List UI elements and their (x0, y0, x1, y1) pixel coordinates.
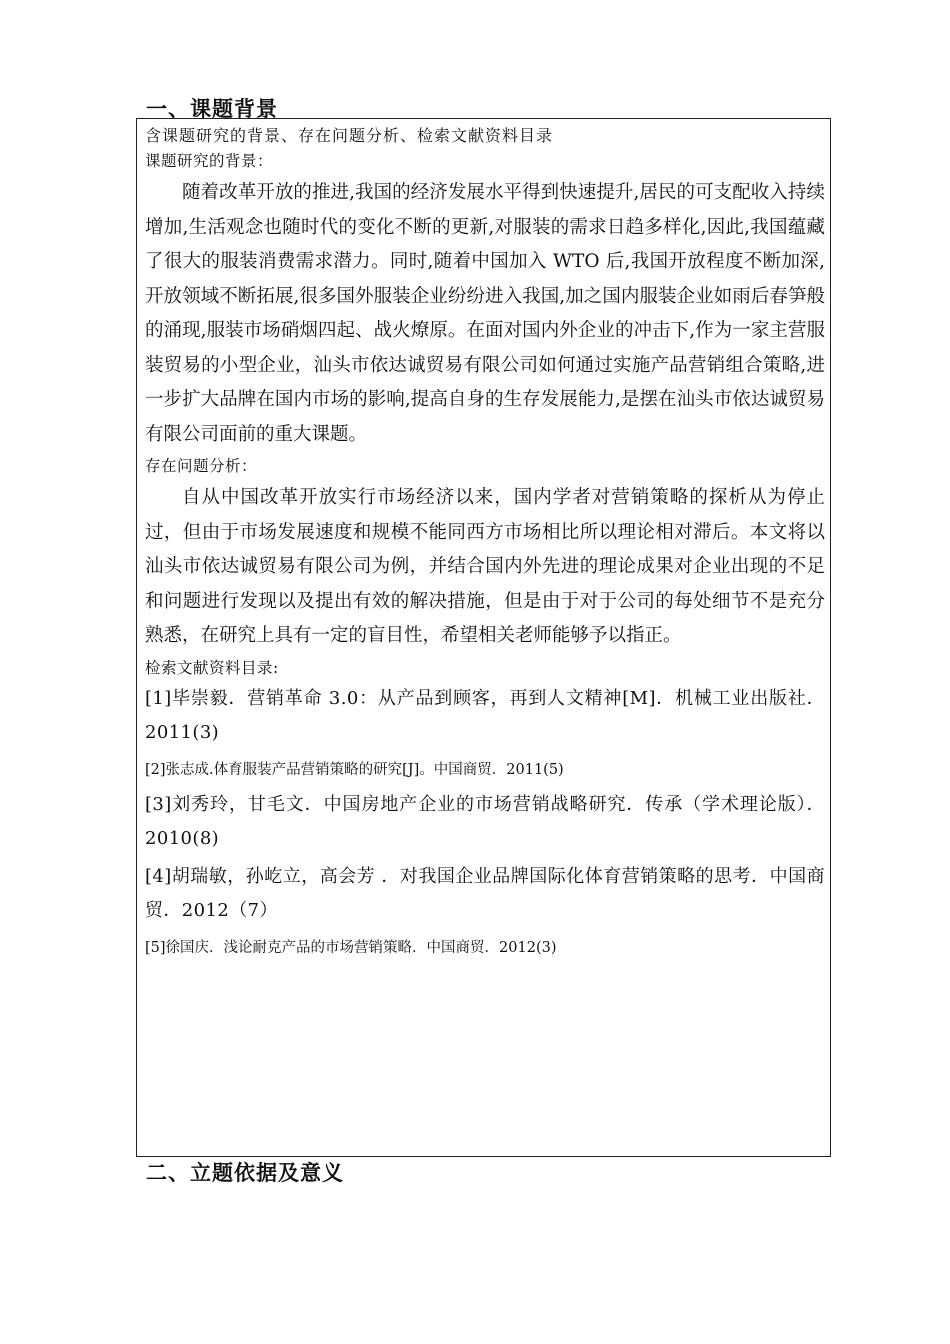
reference-item-3: [3]刘秀玲，甘毛文．中国房地产企业的市场营销战略研究．传承（学术理论版）．2010(8) (145, 793, 825, 849)
references-label: 检索文献资料目录: (145, 658, 279, 677)
problem-analysis-paragraph: 自从中国改革开放实行市场经济以来，国内学者对营销策略的探析从为停止过，但由于市场发展速度和规模不能同西方市场相比所以理论相对滞后。本文将以汕头市依达诚贸易有限公司为例，并结合国内外先进的理论成果对企业出现的不足和问题进行发现以及提出有效的解决措施，但是由于对于公司的每处细节不是充分熟悉，在研究上具有一定的盲目性，希望相关老师能够予以指正。 (145, 487, 825, 646)
box-content (145, 123, 825, 964)
background-paragraph: 随着改革开放的推进,我国的经济发展水平得到快速提升,居民的可支配收入持续增加,生活观念也随时代的变化不断的更新,对服装的需求日趋多样化,因此,我国蕴藏了很大的服装消费需求潜力。同时,随着中国加入 WTO 后,我国开放程度不断加深,开放领域不断拓展,很多国外服装企业纷纷进入我国,加之国内服装企业如雨后春笋般的涌现,服装市场硝烟四起、战火燎原。在面对国内外企业的冲击下,作为一家主营服装贸易的小型企业，汕头市依达诚贸易有限公司如何通过实施产品营销组合策略,进一步扩大品牌在国内市场的影响,提高自身的生存发展能力,是摆在汕头市依达诚贸易有限公司面前的重大课题。 (145, 182, 825, 445)
reference-item-1: [1]毕崇毅．营销革命 3.0：从产品到顾客，再到人文精神[M]．机械工业出版社．2011(3) (145, 687, 825, 743)
problem-analysis-label: 存在问题分析： (145, 457, 258, 475)
background-content-box (136, 118, 831, 1157)
reference-item-4: [4]胡瑞敏，孙屹立，高会芳 ．对我国企业品牌国际化体育营销策略的思考．中国商贸．2012（7） (145, 865, 825, 921)
background-label: 课题研究的背景： (145, 152, 274, 170)
box-header-note: 含课题研究的背景、存在问题分析、检索文献资料目录 (145, 126, 554, 145)
reference-item-5: [5]徐国庆．浅论耐克产品的市场营销策略．中国商贸．2012(3) (145, 939, 557, 956)
reference-item-2: [2]张志成.体育服装产品营销策略的研究[J]。中国商贸．2011(5) (145, 761, 564, 778)
section-heading-background: 一、课题背景 (146, 97, 278, 121)
section-heading-rationale: 二、立题依据及意义 (146, 1161, 344, 1185)
